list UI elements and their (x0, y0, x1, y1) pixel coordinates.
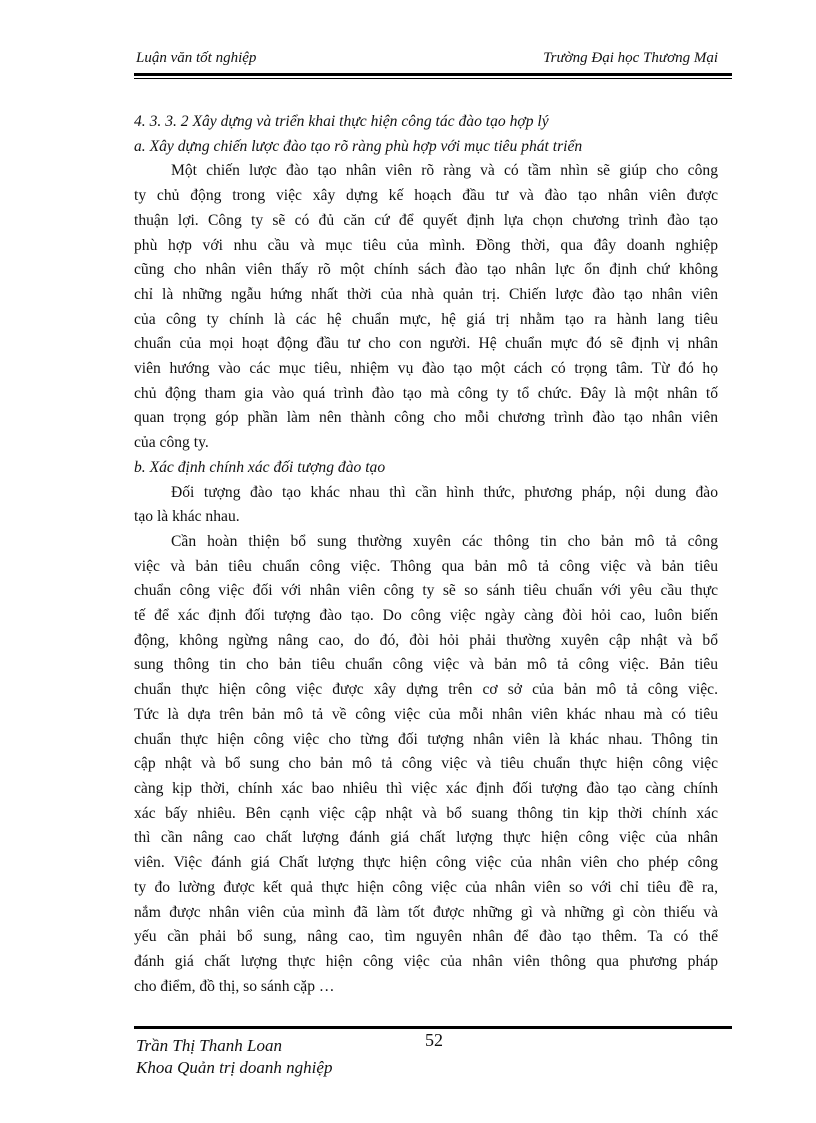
text-line: Một chiến lược đào tạo nhân viên rõ ràng và có tầm nhìn sẽ giúp cho công (171, 162, 718, 180)
text-line: thì cần nâng cao chất lượng đánh giá chất lượng thực hiện công việc của nhân (134, 829, 718, 847)
text-line: ty chủ động trong việc xây dựng kế hoạch đầu tư và đào tạo nhân viên được (134, 187, 718, 205)
text-line: nắm được nhân viên của mình đã làm tốt được những gì và những gì còn thiếu và (134, 903, 718, 921)
text-line: Cần hoàn thiện bổ sung thường xuyên các thông tin cho bản mô tả công (171, 532, 718, 550)
header-rule-thick (134, 73, 732, 76)
page-number: 52 (425, 1030, 443, 1050)
text-line: yếu cần phải bổ sung, nâng cao, tìm nguyên nhân để đào tạo thêm. Ta có thể (134, 928, 718, 946)
subsection-b-paragraph-2 (134, 530, 718, 999)
subsection-b-title: b. Xác định chính xác đối tượng đào tạo (134, 458, 386, 476)
text-line: cập nhật và bổ sung cho bản mô tả công việc và tiêu chuẩn thực hiện công việc (134, 755, 718, 773)
page-body (134, 110, 718, 999)
text-line: viên hướng vào các mục tiêu, nhiệm vụ đào tạo một cách có trọng tâm. Từ đó họ (134, 360, 718, 378)
subsection-b-paragraph-1 (134, 481, 718, 530)
header-rule-thin (134, 78, 732, 79)
footer-department: Khoa Quản trị doanh nghiệp (136, 1058, 333, 1077)
text-line: Tức là dựa trên bản mô tả về công việc của mỗi nhân viên khác nhau mà có tiêu (134, 705, 718, 723)
text-line: viên. Việc đánh giá Chất lượng thực hiện công việc của nhân viên cho phép công (134, 854, 718, 872)
text-line: chủ động tham gia vào quá trình đào tạo mà công ty tổ chức. Đây là một nhân tố (134, 384, 718, 402)
text-line: quan trọng góp phần làm nên thành công cho mỗi chương trình đào tạo nhân viên (134, 409, 718, 427)
header-thesis-label: Luận văn tốt nghiệp (136, 50, 257, 66)
text-line: xác bấy nhiêu. Bên cạnh việc cập nhật và bổ suang thông tin kịp thời chính xác (134, 804, 718, 822)
footer-author: Trần Thị Thanh Loan (136, 1036, 282, 1055)
text-line: cho điểm, đồ thị, so sánh cặp … (134, 977, 335, 995)
text-line: của công ty chính là các hệ chuẩn mực, hệ giá trị nhằm tạo ra hành lang tiêu (134, 310, 718, 328)
text-line: tạo là khác nhau. (134, 508, 240, 526)
text-line: chuẩn thực hiện công việc cho từng đối tượng nhân viên là khác nhau. Thông tin (134, 730, 718, 748)
text-line: chuẩn thực hiện công việc được xây dựng trên cơ sở của bản mô tả công việc. (134, 681, 718, 699)
page-header (134, 48, 732, 72)
text-line: động, không ngừng nâng cao, do đó, đòi hỏi phải thường xuyên cập nhật và bổ (134, 631, 718, 649)
subsection-a-paragraph (134, 159, 718, 455)
text-line: chuẩn của mọi hoạt động đầu tư cho con người. Hệ chuẩn mực đó sẽ định vị nhân (134, 335, 718, 353)
text-line: chỉ là những ngẫu hứng nhất thời của nhà quản trị. Chiến lược đào tạo nhân viên (134, 285, 718, 303)
text-line: ty đo lường được kết quả thực hiện công việc của nhân viên so với chỉ tiêu đề ra, (134, 878, 718, 896)
section-heading: 4. 3. 3. 2 Xây dựng và triển khai thực hiện công tác đào tạo hợp lý (134, 113, 549, 130)
text-line: của công ty. (134, 434, 209, 452)
text-line: Đối tượng đào tạo khác nhau thì cần hình thức, phương pháp, nội dung đào (171, 483, 718, 501)
text-line: chuẩn công việc đối với nhân viên công ty sẽ so sánh tiêu chuẩn với yêu cầu thực (134, 582, 718, 600)
text-line: càng kịp thời, chính xác bao nhiêu thì việc xác định đối tượng đào tạo càng chính (134, 779, 718, 797)
text-line: đánh giá chất lượng thực hiện công việc của nhân viên thông qua phương pháp (134, 952, 718, 970)
text-line: việc và bản tiêu chuẩn công việc. Thông qua bản mô tả công việc và bản tiêu (134, 557, 718, 575)
text-line: tế để xác định đối tượng đào tạo. Do công việc ngày càng đòi hỏi cao, luôn biến (134, 607, 718, 625)
text-line: phù hợp với nhu cầu và mục tiêu của mình. Đồng thời, qua đây doanh nghiệp (134, 236, 718, 254)
header-university-name: Trường Đại học Thương Mại (543, 50, 718, 66)
text-line: thuận lợi. Công ty sẽ có đủ căn cứ để quyết định lựa chọn chương trình đào tạo (134, 211, 718, 229)
footer-rule (134, 1026, 732, 1029)
subsection-a-title: a. Xây dựng chiến lược đào tạo rõ ràng phù hợp với mục tiêu phát triển (134, 137, 583, 155)
text-line: sung thông tin cho bản tiêu chuẩn công việc và bản mô tả công việc. Bản tiêu (134, 656, 718, 674)
text-line: cũng cho nhân viên thấy rõ một chính sách đào tạo nhân lực ổn định chứ không (134, 261, 718, 279)
